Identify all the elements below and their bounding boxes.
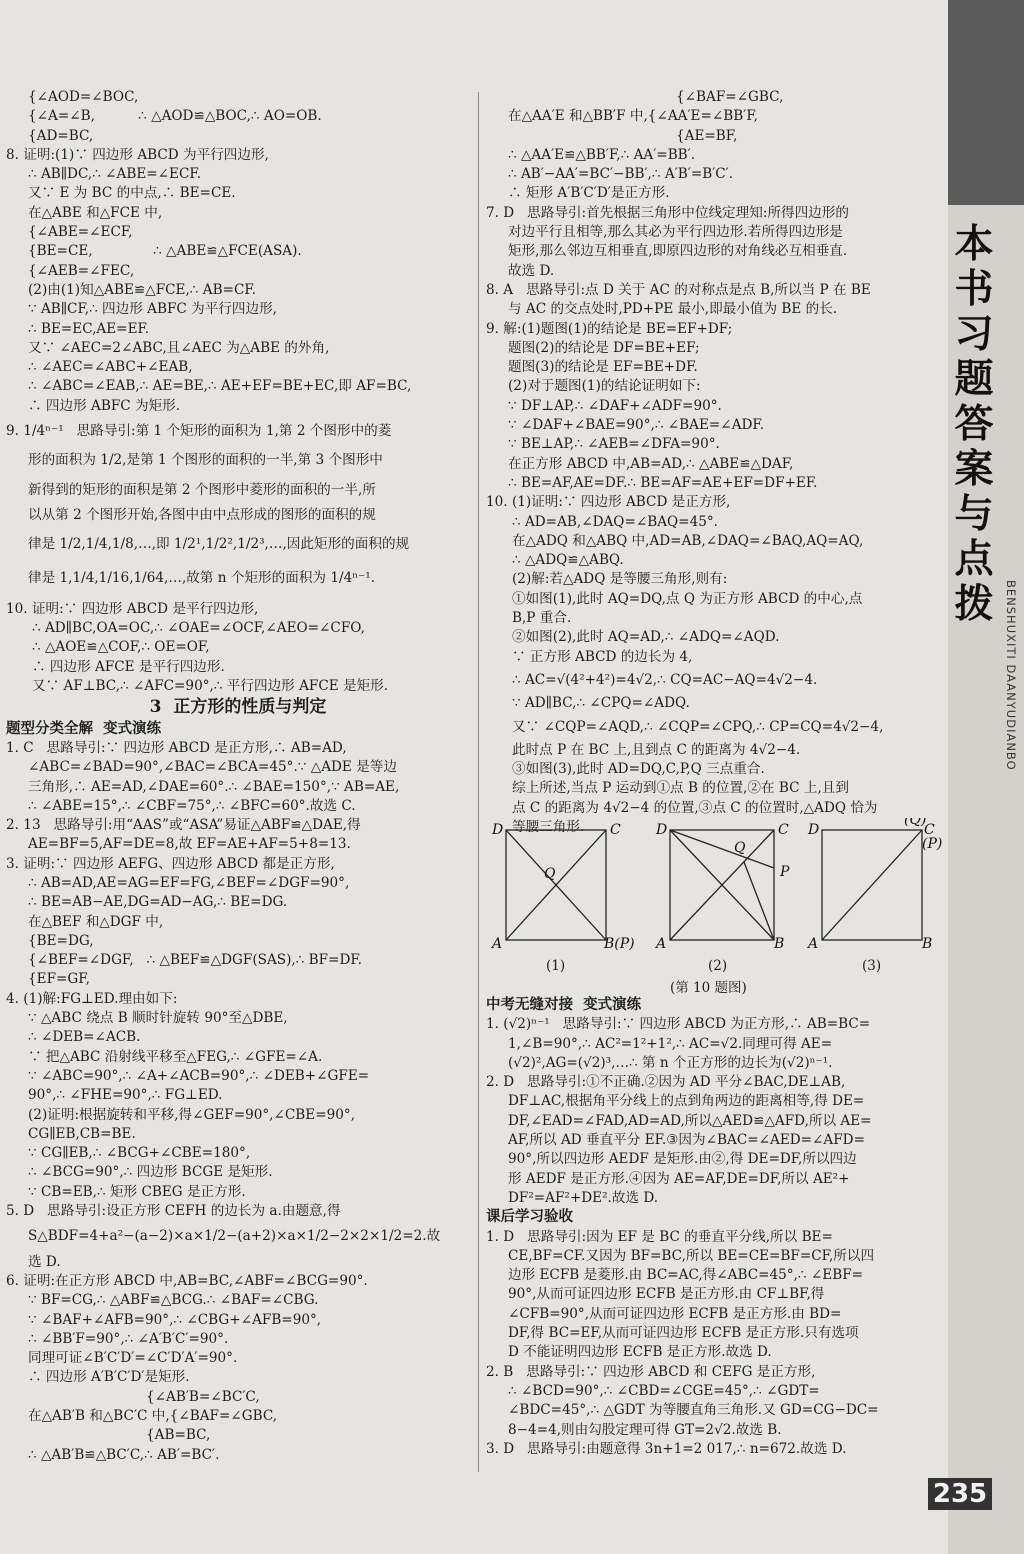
text-line: DF,∠EAD=∠FAD,AD=AD,所以△AED≌△AFD,所以 AE=: [508, 1112, 872, 1129]
text-line: 4. (1)解:FG⊥ED.理由如下:: [6, 990, 178, 1007]
text-line: ∴ AB′−AA′=BC′−BB′,∴ A′B′=B′C′.: [508, 166, 734, 183]
text-line: 矩形,那么邻边互相垂直,即原四边形的对角线必互相垂直.: [508, 243, 848, 260]
text-line: ∴ AD=AB,∠DAQ=∠BAQ=45°.: [512, 513, 718, 530]
sidebar-title-char: 与: [954, 492, 994, 537]
text-line: B,P 重合.: [512, 610, 572, 627]
sidebar-title-char: 拨: [954, 582, 994, 627]
sidebar-title-char: 题: [954, 357, 994, 402]
text-line: 题图(3)的结论是 EF=BE+DF.: [508, 359, 698, 376]
subsection-heading: 课后学习验收: [486, 1209, 573, 1226]
segment-qb: [744, 862, 774, 940]
text-line: {BE=DG,: [28, 932, 94, 949]
text-line: 又∵ ∠CQP=∠AQD,∴ ∠CQP=∠CPQ,∴ CP=CQ=4√2−4,: [512, 718, 884, 735]
text-line: 又∵ ∠AEC=2∠ABC,且∠AEC 为△ABE 的外角,: [28, 339, 330, 356]
text-line: (2)证明:根据旋转和平移,得∠GEF=90°,∠CBE=90°,: [28, 1106, 356, 1123]
text-line: 8. 证明:(1)∵ 四边形 ABCD 为平行四边形,: [6, 146, 269, 163]
sidebar-title-char: 点: [954, 537, 994, 582]
label-bp: B(P): [604, 936, 635, 952]
text-line: ∴ BE=AF,AE=DF.∴ BE=AF=AE+EF=DF+EF.: [508, 474, 818, 491]
text-line: 新得到的矩形的面积是第 2 个图形中菱形的面积的一半,所: [28, 481, 376, 498]
text-line: ∵ 把△ABC 沿射线平移至△FEG,∴ ∠GFE=∠A.: [28, 1048, 323, 1065]
text-line: AF,所以 AD 垂直平分 EF.③因为∠BAC=∠AED=∠AFD=: [508, 1132, 865, 1149]
text-line: ∴ 四边形 ABFC 为矩形.: [28, 397, 181, 414]
text-line: (√2)²,AG=(√2)³,…∴ 第 n 个正方形的边长为(√2)ⁿ⁻¹.: [508, 1054, 833, 1071]
text-line: ∴ △ADQ≌△ABQ.: [512, 552, 624, 569]
text-line: 又∵ E 为 BC 的中点,∴ BE=CE.: [28, 185, 236, 202]
text-line: 5. D 思路导引:设正方形 CEFH 的边长为 a.由题意,得: [6, 1203, 341, 1220]
text-line: ∠CFB=90°,从而可证四边形 ECFB 是正方形.由 BD=: [508, 1305, 842, 1322]
column-divider: [478, 92, 479, 1472]
label-a: A: [656, 936, 667, 952]
text-line: ∵ CB=EB,∴ 矩形 CBEG 是正方形.: [28, 1183, 246, 1200]
text-line: {BE=CE, ∴ △ABE≌△FCE(ASA).: [28, 243, 302, 260]
label-d: D: [808, 822, 820, 838]
sidebar-title-char: 书: [954, 267, 994, 312]
text-line: DF⊥AC,根据角平分线上的点到角两边的距离相等,得 DE=: [508, 1093, 865, 1110]
subsection-heading: 题型分类全解 变式演练: [6, 720, 162, 737]
text-line: ∴ △AB′B≌△BC′C,∴ AB′=BC′.: [28, 1446, 220, 1463]
figure-2-labels: [654, 822, 790, 952]
text-line: 律是 1,1/4,1/16,1/64,…,故第 n 个矩形的面积为 1/4ⁿ⁻¹.: [28, 569, 376, 586]
text-line: ∠ABC=∠BAD=90°,∠BAC=∠BCA=45°.∵ △ADE 是等边: [28, 759, 397, 776]
label-a: A: [492, 936, 503, 952]
label-q: Q: [734, 840, 746, 856]
left-column: [6, 88, 470, 1465]
text-line: (2)对于题图(1)的结论证明如下:: [508, 378, 701, 395]
text-line: {AB=BC,: [146, 1427, 211, 1444]
text-line: DF²=AF²+DE².故选 D.: [508, 1189, 659, 1206]
text-line: 2. 13 思路导引:用“AAS”或“ASA”易证△ABF≌△DAE,得: [6, 817, 361, 834]
text-line: ∴ 矩形 A′B′C′D′是正方形.: [508, 185, 670, 202]
right-column-lower: [486, 996, 946, 1459]
label-d: D: [656, 822, 668, 838]
text-line: 3. 证明:∵ 四边形 AEFG、四边形 ABCD 都是正方形,: [6, 855, 335, 872]
text-line: 90°,∴ ∠FHE=90°,∴ FG⊥ED.: [28, 1087, 223, 1104]
figure-label: (1): [546, 958, 566, 974]
sidebar-title-char: 案: [954, 447, 994, 492]
text-line: ∴ ∠DEB=∠ACB.: [28, 1029, 141, 1046]
text-line: ∵ BE⊥AP,∴ ∠AEB=∠DFA=90°.: [508, 436, 720, 453]
figure-1: [506, 830, 606, 940]
text-line: 综上所述,当点 P 运动到①点 B 的位置,②在 BC 上,且到: [512, 780, 849, 797]
text-line: 对边平行且相等,那么其必为平行四边形.若所得四边形是: [508, 224, 843, 241]
text-line: ∴ △AA′E≌△BB′F,∴ AA′=BB′.: [508, 146, 696, 163]
segment-dp: [670, 830, 774, 868]
label-c: C: [924, 822, 935, 838]
sidebar-title-char: 答: [954, 402, 994, 447]
text-line: ∵ ∠BAF+∠AFB=90°,∴ ∠CBG+∠AFB=90°,: [28, 1311, 322, 1328]
text-line: ∴ ∠BCD=90°,∴ ∠CBD=∠CGE=45°,∴ ∠GDT=: [508, 1382, 820, 1399]
text-line: ∵ CG∥EB,∴ ∠BCG+∠CBE=180°,: [28, 1145, 251, 1162]
text-line: 边形 ECFB 是菱形.由 BC=AC,得∠ABC=45°,∴ ∠EBF=: [508, 1267, 864, 1284]
label-p: P: [780, 864, 790, 880]
label-d: D: [492, 822, 504, 838]
text-line: {∠AOD=∠BOC,: [28, 89, 139, 105]
text-line: ∴ AB∥DC,∴ ∠ABE=∠ECF.: [28, 166, 202, 183]
text-line: 3. D 思路导引:由题意得 3n+1=2 017,∴ n=672.故选 D.: [486, 1440, 847, 1457]
text-line: CG∥EB,CB=BE.: [28, 1125, 136, 1142]
text-line: (2)由(1)知△ABE≌△FCE,∴ AB=CF.: [28, 281, 257, 298]
text-line: ∴ ∠BB′F=90°,∴ ∠A′B′C′=90°.: [28, 1330, 229, 1347]
text-line: D 不能证明四边形 ECFB 是正方形.故选 D.: [508, 1344, 772, 1361]
text-line: 点 C 的距离为 4√2−4 的位置,③点 C 的位置时,△ADQ 恰为: [512, 799, 878, 816]
text-line: ∠BDC=45°,∴ △GDT 为等腰直角三角形.又 GD=CG−DC=: [508, 1402, 879, 1419]
figure-label: (2): [708, 958, 728, 974]
text-line: ∵ AB∥CF,∴ 四边形 ABFC 为平行四边形,: [28, 301, 278, 318]
text-line: 在△AB′B 和△BC′C 中,{∠BAF=∠GBC,: [28, 1408, 278, 1424]
text-line: {∠ABE=∠ECF,: [28, 224, 133, 241]
text-line: ∴ ∠AEC=∠ABC+∠EAB,: [28, 359, 193, 376]
text-line: {∠BAF=∠GBC,: [676, 89, 784, 105]
text-line: 同理可证∠B′C′D′=∠C′D′A′=90°.: [28, 1350, 238, 1367]
label-b: B: [774, 936, 785, 952]
text-line: 9. 1/4ⁿ⁻¹ 思路导引:第 1 个矩形的面积为 1,第 2 个图形中的菱: [6, 423, 392, 440]
text-line: (2)解:若△ADQ 是等腰三角形,则有:: [512, 571, 728, 588]
figure-10: [490, 818, 946, 998]
text-line: 1. D 思路导引:因为 EF 是 BC 的垂直平分线,所以 BE=: [486, 1228, 833, 1245]
text-line: ∵ AD∥BC,∴ ∠CPQ=∠ADQ.: [512, 695, 690, 712]
figure-label: (3): [862, 958, 882, 974]
text-line: {∠AB′B=∠BC′C,: [146, 1388, 260, 1405]
text-line: 在△ADQ 和△ABQ 中,AD=AB,∠DAQ=∠BAQ,AQ=AQ,: [512, 532, 864, 549]
page-number: 235: [928, 1478, 992, 1510]
text-line: ∴ AD∥BC,OA=OC,∴ ∠OAE=∠OCF,∠AEO=∠CFO,: [32, 620, 365, 637]
text-line: ∴ AC=√(4²+4²)=4√2,∴ CQ=AC−AQ=4√2−4.: [512, 671, 818, 688]
text-line: ∵ △ABC 绕点 B 顺时针旋转 90°至△DBE,: [28, 1010, 288, 1027]
text-line: ∴ AB=AD,AE=AG=EF=FG,∠BEF=∠DGF=90°,: [28, 874, 350, 891]
label-c: C: [778, 822, 789, 838]
text-line: 8. A 思路导引:点 D 关于 AC 的对称点是点 B,所以当 P 在 BE: [486, 281, 871, 298]
sidebar-dark-band: [948, 0, 1024, 205]
diagonal-ac-3: [822, 830, 922, 940]
label-p: (P): [922, 836, 943, 852]
text-line: 90°,从而可证四边形 ECFB 是正方形.由 CF⊥BF,得: [508, 1286, 825, 1303]
text-line: 6. 证明:在正方形 ABCD 中,AB=BC,∠ABF=∠BCG=90°.: [6, 1272, 368, 1289]
text-line: {EF=GF,: [28, 971, 90, 988]
text-line: ∴ △AOE≌△COF,∴ OE=OF,: [32, 639, 210, 656]
text-line: ∴ BE=AB−AE,DG=AD−AG,∴ BE=DG.: [28, 894, 288, 911]
text-line: ∵ ∠DAF+∠BAE=90°,∴ ∠BAE=∠ADF.: [508, 417, 765, 434]
text-line: S△BDF=4+a²−(a−2)×a×1/2−(a+2)×a×1/2−2×2×1/2=2.故: [28, 1228, 441, 1245]
text-line: ∴ BE=EC,AE=EF.: [28, 320, 150, 337]
right-column: [486, 88, 946, 837]
text-line: ∵ DF⊥AP,∴ ∠DAF+∠ADF=90°.: [508, 397, 722, 414]
text-line: CE,BF=CF.又因为 BF=BC,所以 BE=CE=BF=CF,所以四: [508, 1247, 875, 1264]
text-line: 在△AA′E 和△BB′F 中,{∠AA′E=∠BB′F,: [508, 108, 758, 125]
section-title: 3 正方形的性质与判定: [149, 697, 327, 718]
text-line: 在正方形 ABCD 中,AB=AD,∴ △ABE≌△DAF,: [508, 455, 794, 472]
sidebar-subtitle: BENSHUXITI DAANYUDIANBO: [1004, 580, 1018, 771]
text-line: 故选 D.: [508, 262, 555, 279]
text-line: 又∵ AF⊥BC,∴ ∠AFC=90°,∴ 平行四边形 AFCE 是矩形.: [32, 678, 389, 695]
label-c: C: [610, 822, 621, 838]
figure-1-labels: [490, 822, 635, 952]
label-a: A: [808, 936, 819, 952]
sidebar-title-char: 本: [954, 222, 994, 267]
sidebar-title-char: 习: [954, 312, 994, 357]
text-line: 9. 解:(1)题图(1)的结论是 BE=EF+DF;: [486, 320, 733, 337]
text-line: 1. C 思路导引:∵ 四边形 ABCD 是正方形,∴ AB=AD,: [6, 739, 347, 756]
text-line: {∠A=∠B, ∴ △AOD≌△BOC,∴ AO=OB.: [28, 108, 322, 125]
text-line: 形的面积为 1/2,是第 1 个图形的面积的一半,第 3 个图形中: [28, 452, 383, 469]
text-line: 1. (√2)ⁿ⁻¹ 思路导引:∵ 四边形 ABCD 为正方形,∴ AB=BC=: [486, 1016, 871, 1033]
text-line: 等腰三角形.: [512, 818, 585, 835]
label-q: (Q): [904, 818, 927, 828]
text-line: ③如图(3),此时 AD=DQ,C,P,Q 三点重合.: [512, 761, 765, 778]
text-line: 题图(2)的结论是 DF=BE+EF;: [508, 339, 700, 356]
text-line: DF,得 BC=EF,从而可证四边形 ECFB 是正方形.只有选项: [508, 1325, 859, 1342]
text-line: ②如图(2),此时 AQ=AD,∴ ∠ADQ=∠AQD.: [512, 629, 780, 646]
text-line: 7. D 思路导引:首先根据三角形中位线定理知:所得四边形的: [486, 204, 849, 221]
text-line: ∵ ∠ABC=90°,∴ ∠A+∠ACB=90°,∴ ∠DEB+∠GFE=: [28, 1067, 370, 1084]
text-line: 1,∠B=90°,∴ AC²=1²+1²,∴ AC=√2.同理可得 AE=: [508, 1035, 833, 1052]
text-line: ∵ 正方形 ABCD 的边长为 4,: [512, 648, 693, 665]
text-line: 10. (1)证明:∵ 四边形 ABCD 是正方形,: [486, 494, 731, 511]
text-line: 三角形,∴ AE=AD,∠DAE=60°.∴ ∠BAE=150°,∵ AB=AE,: [28, 778, 400, 795]
text-line: 在△ABE 和△FCE 中,: [28, 204, 163, 221]
text-line: ∴ ∠ABC=∠EAB,∴ AE=BE,∴ AE+EF=BE+EC,即 AF=BC,: [28, 378, 412, 395]
text-line: 与 AC 的交点处时,PD+PE 最小,即最小值为 BE 的长.: [508, 301, 838, 318]
subsection-heading: 中考无缝对接 变式演练: [486, 997, 642, 1013]
text-line: 此时点 P 在 BC 上,且到点 C 的距离为 4√2−4.: [512, 741, 801, 758]
text-line: 形 AEDF 是正方形.④因为 AE=AF,DE=DF,所以 AE²+: [508, 1170, 850, 1187]
text-line: {∠AEB=∠FEC,: [28, 262, 135, 279]
text-line: 以从第 2 个图形开始,各图中由中点形成的图形的面积的规: [28, 506, 376, 523]
figure-3: [822, 830, 922, 940]
text-line: 90°,所以四边形 AEDF 是矩形.由②,得 DE=DF,所以四边: [508, 1151, 857, 1168]
text-line: 在△BEF 和△DGF 中,: [28, 913, 164, 930]
text-line: 10. 证明:∵ 四边形 ABCD 是平行四边形,: [6, 600, 259, 617]
sidebar-title: [951, 222, 997, 627]
figure-2: [670, 830, 774, 940]
text-line: 选 D.: [28, 1253, 61, 1270]
text-line: {∠BEF=∠DGF, ∴ △BEF≌△DGF(SAS),∴ BF=DF.: [28, 952, 363, 969]
text-line: ∴ 四边形 A′B′C′D′是矩形.: [28, 1369, 190, 1386]
text-line: ∵ BF=CG,∴ △ABF≌△BCG.∴ ∠BAF=∠CBG.: [28, 1292, 319, 1309]
label-q: Q: [544, 866, 556, 882]
text-line: 2. D 思路导引:①不正确.②因为 AD 平分∠BAC,DE⊥AB,: [486, 1074, 846, 1091]
text-line: 8−4=4,则由勾股定理可得 GT=2√2.故选 B.: [508, 1421, 782, 1438]
text-line: 律是 1/2,1/4,1/8,…,即 1/2¹,1/2²,1/2³,…,因此矩形的面积的规: [28, 536, 410, 553]
figure-caption: (第 10 题图): [670, 980, 747, 996]
text-line: ∴ ∠BCG=90°,∴ 四边形 BCGE 是矩形.: [28, 1164, 273, 1181]
text-line: 2. B 思路导引:∵ 四边形 ABCD 和 CEFG 是正方形,: [486, 1363, 816, 1380]
text-line: {AD=BC,: [28, 127, 94, 144]
label-b: B: [922, 936, 933, 952]
text-line: AE=BF=5,AF=DE=8,故 EF=AE+AF=5+8=13.: [28, 836, 351, 853]
text-line: ∴ ∠ABE=15°,∴ ∠CBF=75°,∴ ∠BFC=60°.故选 C.: [28, 797, 356, 814]
text-line: ∴ 四边形 AFCE 是平行四边形.: [32, 658, 225, 675]
text-line: ①如图(1),此时 AQ=DQ,点 Q 为正方形 ABCD 的中心,点: [512, 590, 863, 607]
text-line: {AE=BF,: [676, 127, 738, 144]
